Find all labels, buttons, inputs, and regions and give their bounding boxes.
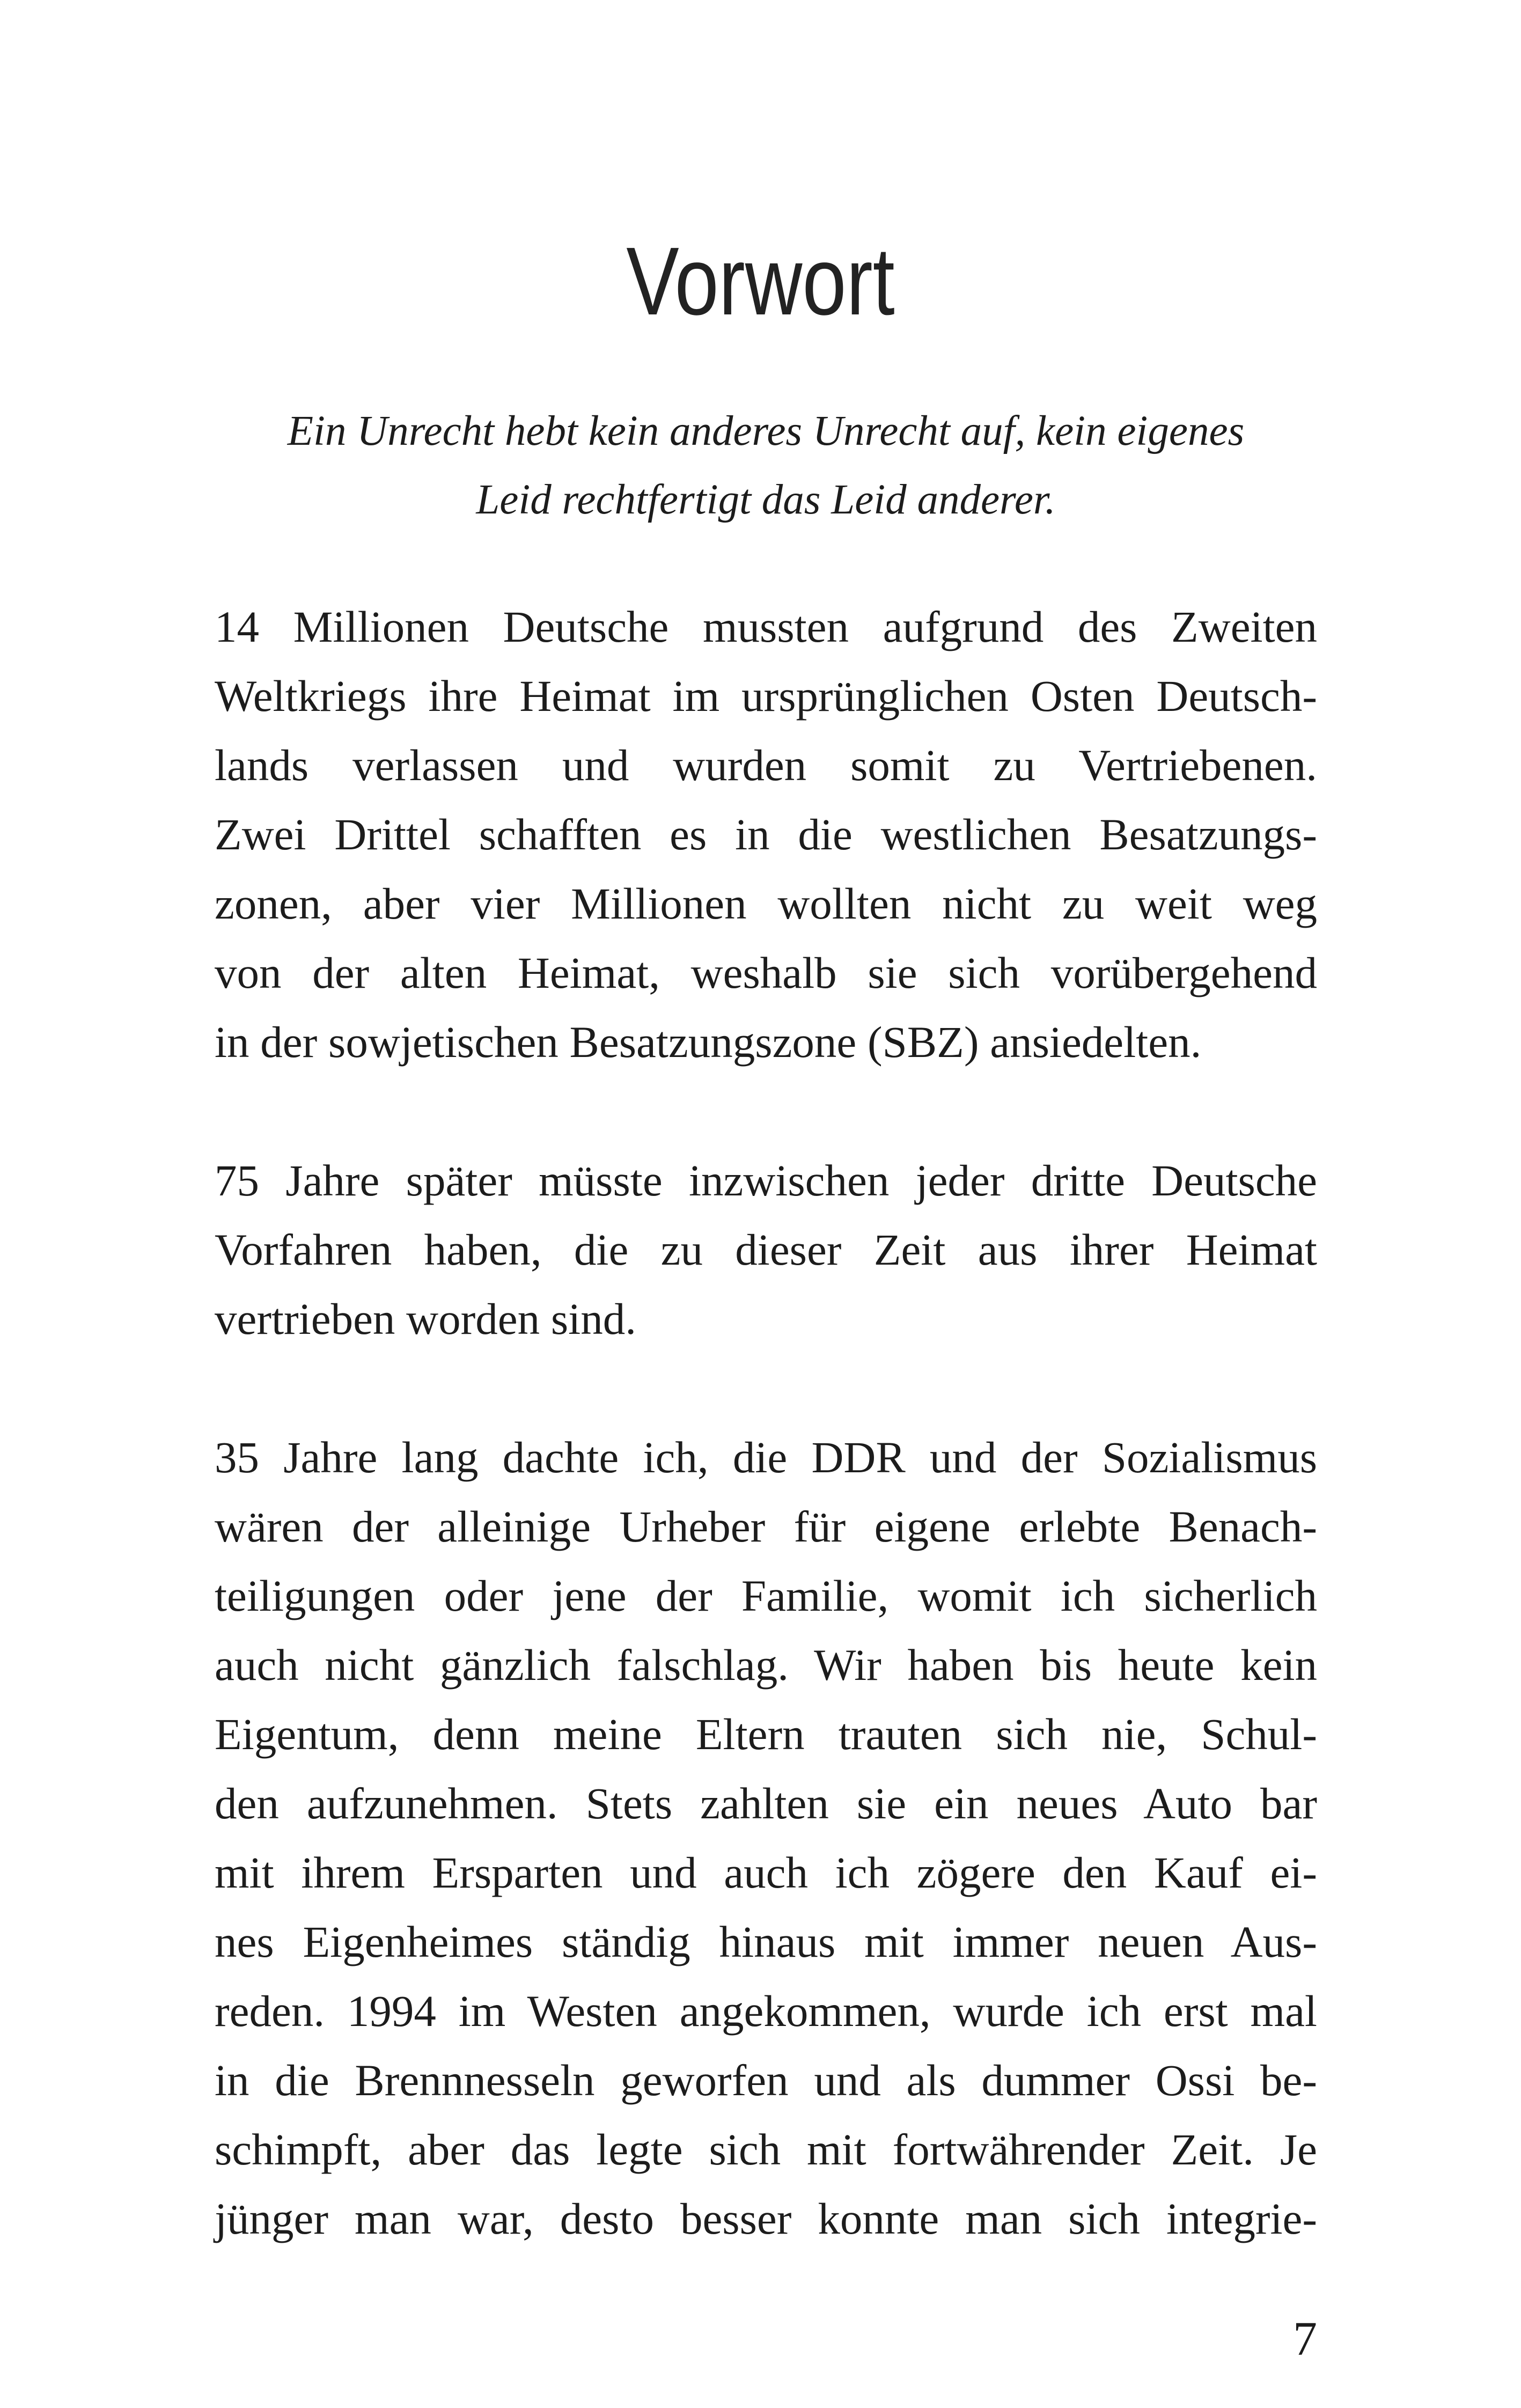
epigraph-line: Ein Unrecht hebt kein anderes Unrecht auf, kein eigenes — [287, 408, 1245, 454]
epigraph — [215, 397, 1317, 534]
text-line: reden. 1994 im Westen angekommen, wurde ich erst mal — [215, 1986, 1317, 2036]
text-line: zonen, aber vier Millionen wollten nicht zu weit weg — [215, 879, 1317, 928]
text-line: von der alten Heimat, weshalb sie sich vorübergehend — [215, 948, 1317, 997]
paragraph-3 — [215, 1423, 1317, 2253]
text-line: Zwei Drittel schafften es in die westlichen Besatzungs- — [215, 810, 1317, 859]
paragraph-1 — [215, 592, 1317, 1077]
chapter-title: Vorwort — [626, 227, 895, 335]
paragraph-2 — [215, 1146, 1317, 1354]
text-line: 35 Jahre lang dachte ich, die DDR und der Sozialismus — [215, 1433, 1317, 1482]
text-line: Vorfahren haben, die zu dieser Zeit aus ihrer Heimat — [215, 1225, 1317, 1274]
text-line: in der sowjetischen Besatzungszone (SBZ) ansiedelten. — [215, 1017, 1202, 1067]
text-line: nes Eigenheimes ständig hinaus mit immer neuen Aus- — [215, 1917, 1317, 1966]
text-line: schimpft, aber das legte sich mit fortwährender Zeit. Je — [215, 2125, 1317, 2174]
text-line: den aufzunehmen. Stets zahlten sie ein neues Auto bar — [215, 1779, 1317, 1828]
text-line: lands verlassen und wurden somit zu Vertriebenen. — [215, 740, 1317, 790]
page-number: 7 — [1293, 2312, 1317, 2366]
text-line: 75 Jahre später müsste inzwischen jeder dritte Deutsche — [215, 1156, 1317, 1205]
text-line: Eigentum, denn meine Eltern trauten sich nie, Schul- — [215, 1709, 1317, 1759]
text-line: jünger man war, desto besser konnte man sich integrie- — [215, 2194, 1317, 2243]
epigraph-line: Leid rechtfertigt das Leid anderer. — [476, 476, 1056, 523]
text-line: 14 Millionen Deutsche mussten aufgrund des Zweiten — [215, 602, 1317, 651]
text-line: teiligungen oder jene der Familie, womit ich sicherlich — [215, 1571, 1317, 1620]
text-line: Weltkriegs ihre Heimat im ursprünglichen Osten Deutsch- — [215, 671, 1317, 721]
text-line: vertrieben worden sind. — [215, 1294, 636, 1344]
body-text — [215, 592, 1317, 2323]
text-line: mit ihrem Ersparten und auch ich zögere den Kauf ei- — [215, 1848, 1317, 1897]
text-line: in die Brennnesseln geworfen und als dummer Ossi be- — [215, 2055, 1317, 2105]
text-line: auch nicht gänzlich falschlag. Wir haben bis heute kein — [215, 1640, 1317, 1690]
text-line: wären der alleinige Urheber für eigene erlebte Benach- — [215, 1502, 1317, 1551]
